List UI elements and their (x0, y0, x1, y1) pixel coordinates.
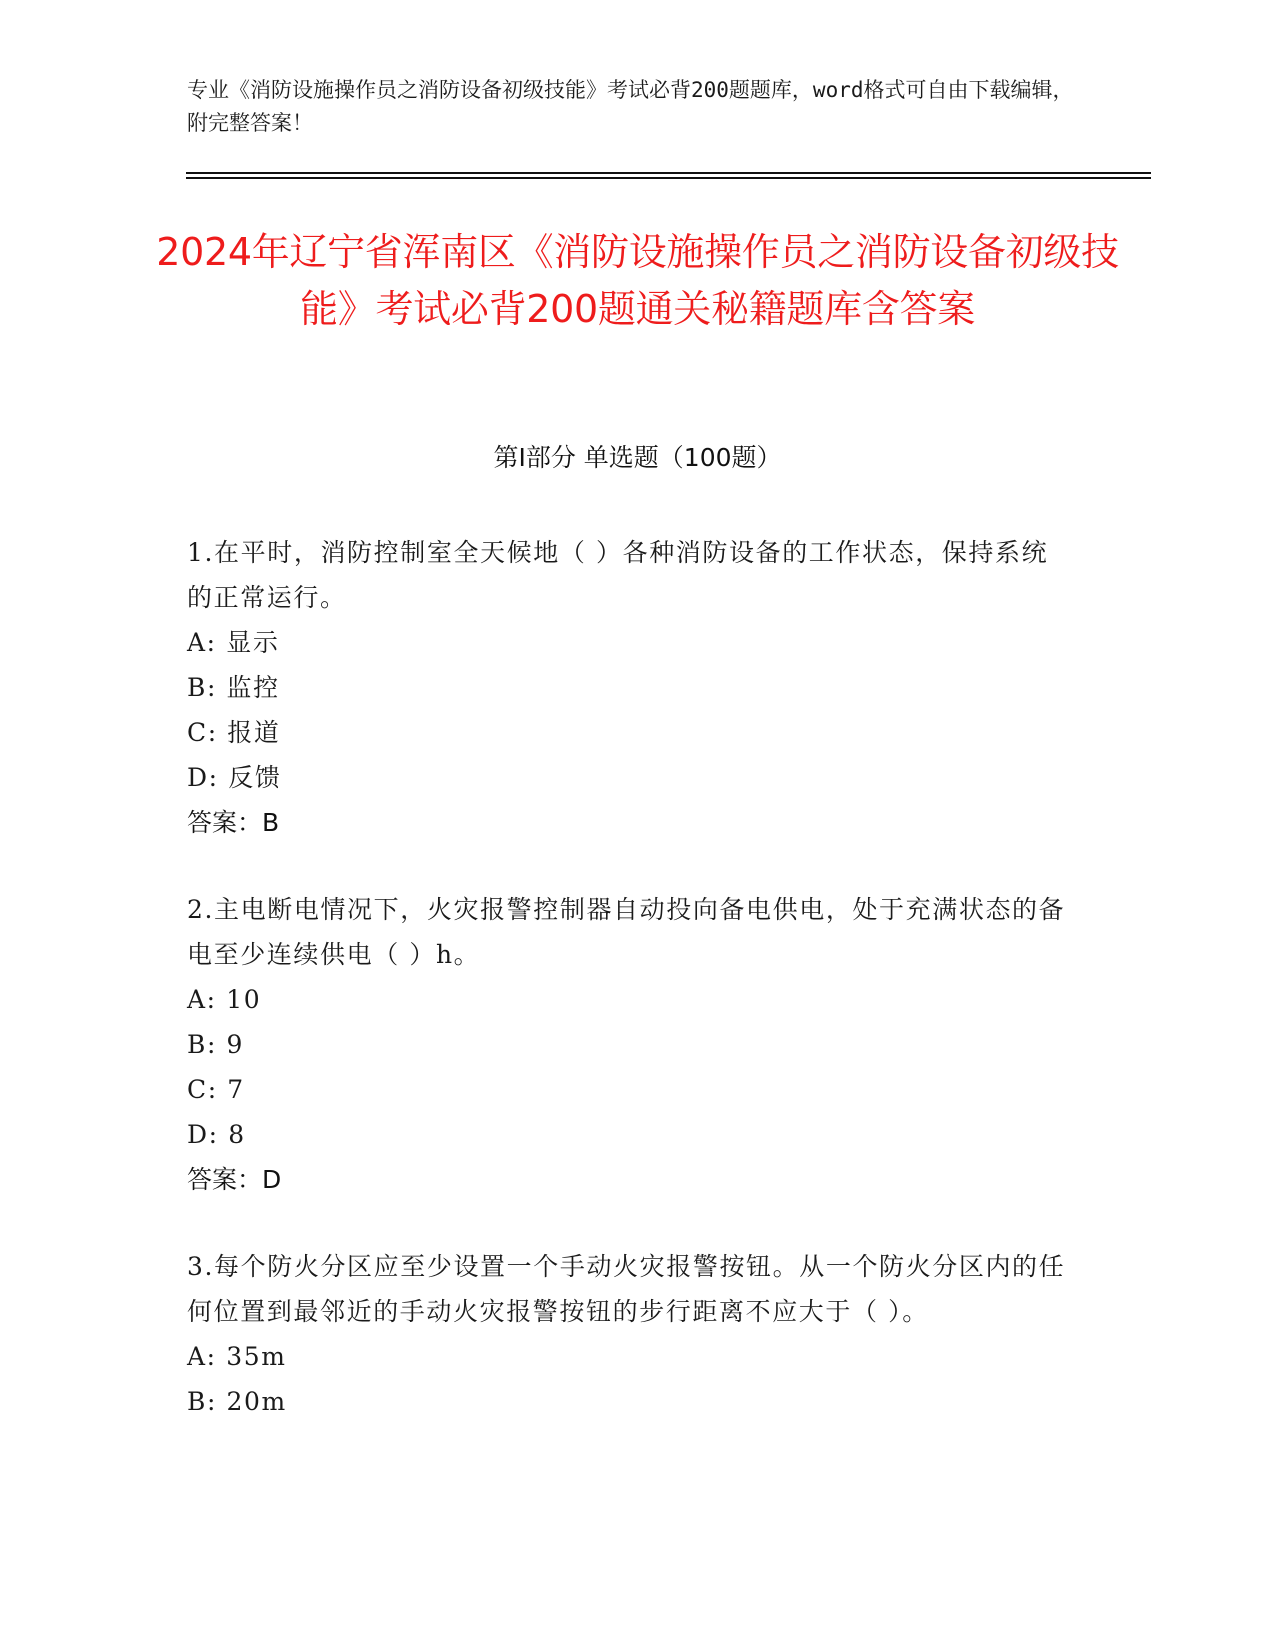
option-d: D: 反馈 (187, 763, 282, 792)
option-b: B: 20m (187, 1387, 287, 1416)
answer-label: 答案：B (187, 808, 280, 837)
header-note: 专业《消防设施操作员之消防设备初级技能》考试必背200题题库，word格式可自由下载编辑，附完整答案！ (187, 78, 1074, 135)
option-a: A: 35m (187, 1342, 287, 1371)
option-d: D: 8 (187, 1120, 246, 1149)
option-c: C: 报道 (187, 718, 281, 747)
section-heading: 第Ⅰ部分 单选题（100题） (493, 443, 782, 472)
option-b: B: 监控 (187, 673, 280, 702)
question-stem: 1.在平时，消防控制室全天候地（ ）各种消防设备的工作状态，保持系统的正常运行。 (187, 538, 1049, 612)
question-2 (187, 887, 1067, 1202)
question-3 (187, 1244, 1067, 1424)
header-divider-bottom (186, 177, 1151, 179)
option-a: A: 显示 (187, 628, 280, 657)
question-1 (187, 530, 1067, 845)
question-list (187, 530, 1067, 1466)
option-b: B: 9 (187, 1030, 245, 1059)
option-c: C: 7 (187, 1075, 245, 1104)
answer-label: 答案：D (187, 1165, 282, 1194)
question-stem: 2.主电断电情况下，火灾报警控制器自动投向备电供电，处于充满状态的备电至少连续供电（ ）h。 (187, 895, 1066, 969)
question-stem: 3.每个防火分区应至少设置一个手动火灾报警按钮。从一个防火分区内的任何位置到最邻近的手动火灾报警按钮的步行距离不应大于（ ）。 (187, 1252, 1066, 1326)
header-divider-top (186, 172, 1151, 174)
document-title: 2024年辽宁省浑南区《消防设施操作员之消防设备初级技能》考试必背200题通关秘籍题库含答案 (156, 230, 1119, 331)
option-a: A: 10 (187, 985, 262, 1014)
